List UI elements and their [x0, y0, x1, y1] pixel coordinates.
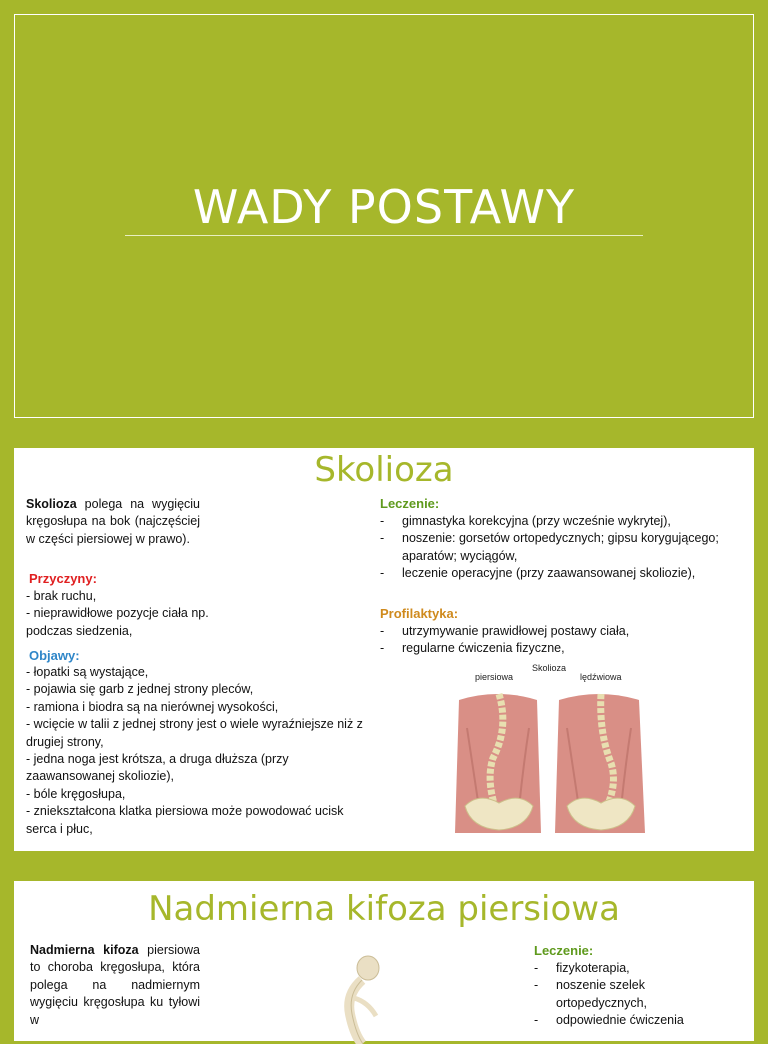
list-item: - fizykoterapia,	[534, 960, 734, 977]
list-item: - gimnastyka korekcyjna (przy wcześnie wykrytej),	[380, 513, 725, 530]
intro-text: polega na wygięciu kręgosłupa na bok (najczęściej w części piersiowej w prawo).	[26, 497, 200, 546]
scoliosis-illustration	[449, 688, 649, 836]
list-item: - bóle kręgosłupa,	[26, 786, 126, 801]
kyphosis-illustration	[332, 954, 392, 1044]
profilaktyka-list	[380, 623, 725, 658]
list-item: - brak ruchu,	[26, 589, 97, 603]
intro-paragraph	[30, 942, 200, 1029]
list-item: - ramiona i biodra są na nierównej wysokości,	[26, 699, 279, 714]
leczenie-label: Leczenie:	[380, 496, 440, 511]
intro-term: Nadmierna kifoza	[30, 943, 139, 957]
list-item: - regularne ćwiczenia fizyczne,	[380, 640, 725, 657]
title-underline	[125, 235, 643, 236]
leczenie-list	[534, 960, 734, 1030]
list-item: podczas siedzenia,	[26, 623, 133, 638]
list-item: - leczenie operacyjne (przy zaawansowanej skoliozie),	[380, 565, 725, 582]
list-item: - łopatki są wystające,	[26, 665, 149, 679]
list-item: - pojawia się garb z jednej strony pleców,	[26, 682, 254, 697]
leczenie-label: Leczenie:	[534, 943, 594, 958]
list-item: - nieprawidłowe pozycje ciała np.	[26, 606, 209, 621]
slide-heading: Skolioza	[314, 450, 454, 490]
list-item: - noszenie: gorsetów ortopedycznych; gipsu korygującego; aparatów; wyciągów,	[380, 530, 725, 565]
intro-term: Skolioza	[26, 497, 77, 511]
intro-paragraph	[26, 496, 200, 548]
przyczyny-label: Przyczyny:	[29, 571, 97, 586]
figure-caption-top: Skolioza	[532, 663, 567, 673]
slide-title: WADY POSTAWY	[192, 180, 576, 234]
slide-heading: Nadmierna kifoza piersiowa	[148, 889, 620, 929]
list-item: - noszenie szelek ortopedycznych,	[534, 977, 734, 1012]
list-item: - wcięcie w talii z jednej strony jest o wiele wyraźniejsze niż z drugiej strony,	[26, 717, 363, 749]
list-item: - zniekształcona klatka piersiowa może powodować ucisk serca i płuc,	[26, 804, 344, 836]
intro-text: piersiowa to choroba kręgosłupa, która polega na nadmiernym wygięciu kręgosłupa ku tyłowi w	[30, 943, 200, 1027]
objawy-list	[26, 664, 371, 838]
slide-kifoza	[14, 881, 754, 1041]
list-item: - utrzymywanie prawidłowej postawy ciała,	[380, 623, 725, 640]
figure-caption-right: lędźwiowa	[580, 672, 622, 682]
list-item: - jedna noga jest krótsza, a druga dłuższa (przy zaawansowanej skoliozie),	[26, 752, 289, 784]
figure-caption-left: piersiowa	[475, 672, 514, 682]
profilaktyka-label: Profilaktyka:	[380, 606, 459, 621]
objawy-label: Objawy:	[29, 648, 80, 663]
leczenie-list	[380, 513, 725, 583]
list-item: - odpowiednie ćwiczenia	[534, 1012, 734, 1029]
przyczyny-list	[26, 588, 266, 640]
slide-skolioza	[14, 448, 754, 851]
